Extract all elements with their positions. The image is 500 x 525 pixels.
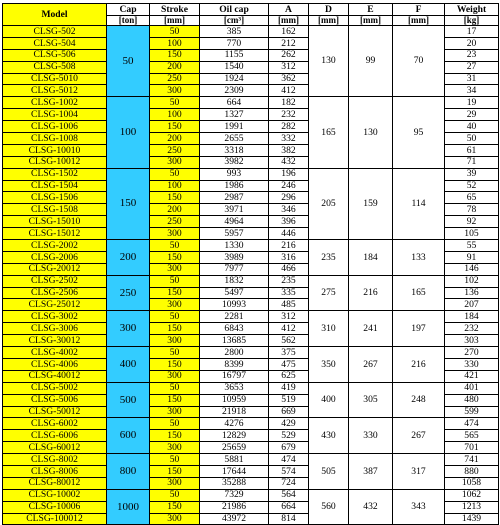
header-d-unit: [mm] [309,16,349,26]
dimension-a-cell: 196 [269,168,309,180]
stroke-cell: 300 [150,335,200,347]
stroke-cell: 250 [150,73,200,85]
dimension-e-cell: 159 [349,168,393,239]
header-a: A [269,4,309,16]
stroke-cell: 150 [150,394,200,406]
oil-cap-cell: 1832 [200,275,269,287]
oil-cap-cell: 7977 [200,263,269,275]
oil-cap-cell: 1991 [200,121,269,133]
stroke-cell: 300 [150,85,200,97]
model-cell: CLSG-20012 [3,263,107,275]
stroke-cell: 50 [150,418,200,430]
model-cell: CLSG-5002 [3,382,107,394]
oil-cap-cell: 2309 [200,85,269,97]
dimension-a-cell: 235 [269,275,309,287]
oil-cap-cell: 1924 [200,73,269,85]
model-cell: CLSG-5006 [3,394,107,406]
table-row [3,97,499,109]
weight-cell: 701 [445,442,499,454]
model-cell: CLSG-10002 [3,489,107,501]
stroke-cell: 300 [150,299,200,311]
weight-cell: 78 [445,204,499,216]
model-cell: CLSG-6006 [3,430,107,442]
model-cell: CLSG-502 [3,26,107,38]
dimension-a-cell: 724 [269,477,309,489]
weight-cell: 17 [445,26,499,38]
oil-cap-cell: 13685 [200,335,269,347]
dimension-e-cell: 184 [349,240,393,276]
stroke-cell: 50 [150,489,200,501]
model-cell: CLSG-60012 [3,442,107,454]
weight-cell: 31 [445,73,499,85]
model-cell: CLSG-15012 [3,228,107,240]
weight-cell: 65 [445,192,499,204]
weight-cell: 480 [445,394,499,406]
model-cell: CLSG-6002 [3,418,107,430]
weight-cell: 40 [445,121,499,133]
model-cell: CLSG-3002 [3,311,107,323]
model-cell: CLSG-2002 [3,240,107,252]
capacity-cell: 800 [107,454,150,490]
stroke-cell: 300 [150,156,200,168]
dimension-a-cell: 474 [269,454,309,466]
dimension-e-cell: 432 [349,489,393,525]
header-d: D [309,4,349,16]
weight-cell: 91 [445,251,499,263]
stroke-cell: 300 [150,513,200,525]
model-cell: CLSG-40012 [3,370,107,382]
stroke-cell: 150 [150,323,200,335]
oil-cap-cell: 35288 [200,477,269,489]
table-row [3,418,499,430]
dimension-a-cell: 216 [269,240,309,252]
stroke-cell: 50 [150,97,200,109]
oil-cap-cell: 2655 [200,133,269,145]
header-e: E [349,4,393,16]
dimension-f-cell: 70 [393,26,445,97]
header-cap-unit: [ton] [107,16,150,26]
model-cell: CLSG-1004 [3,109,107,121]
weight-cell: 401 [445,382,499,394]
stroke-cell: 50 [150,454,200,466]
oil-cap-cell: 21986 [200,501,269,513]
stroke-cell: 50 [150,168,200,180]
header-stroke: Stroke [150,4,200,16]
table-row [3,311,499,323]
dimension-a-cell: 296 [269,192,309,204]
dimension-a-cell: 485 [269,299,309,311]
header-weight-unit: [kg] [445,16,499,26]
weight-cell: 20 [445,37,499,49]
header-cap: Cap [107,4,150,16]
dimension-e-cell: 330 [349,418,393,454]
header-model: Model [3,4,107,26]
header-f-unit: [mm] [393,16,445,26]
dimension-d-cell: 350 [309,347,349,383]
oil-cap-cell: 1986 [200,180,269,192]
model-cell: CLSG-506 [3,49,107,61]
dimension-f-cell: 248 [393,382,445,418]
oil-cap-cell: 21918 [200,406,269,418]
model-cell: CLSG-2006 [3,251,107,263]
stroke-cell: 200 [150,133,200,145]
capacity-cell: 300 [107,311,150,347]
dimension-f-cell: 114 [393,168,445,239]
oil-cap-cell: 3971 [200,204,269,216]
model-cell: CLSG-508 [3,61,107,73]
oil-cap-cell: 25659 [200,442,269,454]
model-cell: CLSG-50012 [3,406,107,418]
dimension-a-cell: 375 [269,347,309,359]
table-row [3,382,499,394]
weight-cell: 565 [445,430,499,442]
weight-cell: 146 [445,263,499,275]
model-cell: CLSG-1508 [3,204,107,216]
dimension-a-cell: 519 [269,394,309,406]
weight-cell: 50 [445,133,499,145]
dimension-a-cell: 212 [269,37,309,49]
model-cell: CLSG-8006 [3,465,107,477]
dimension-a-cell: 335 [269,287,309,299]
weight-cell: 421 [445,370,499,382]
capacity-cell: 400 [107,347,150,383]
table-row [3,26,499,38]
model-cell: CLSG-10012 [3,156,107,168]
dimension-a-cell: 412 [269,85,309,97]
dimension-e-cell: 267 [349,347,393,383]
stroke-cell: 150 [150,501,200,513]
dimension-a-cell: 669 [269,406,309,418]
oil-cap-cell: 5881 [200,454,269,466]
model-cell: CLSG-2506 [3,287,107,299]
dimension-d-cell: 400 [309,382,349,418]
stroke-cell: 250 [150,144,200,156]
dimension-d-cell: 275 [309,275,349,311]
dimension-d-cell: 560 [309,489,349,525]
header-a-unit: [mm] [269,16,309,26]
model-cell: CLSG-504 [3,37,107,49]
weight-cell: 105 [445,228,499,240]
dimension-a-cell: 429 [269,418,309,430]
dimension-a-cell: 382 [269,144,309,156]
weight-cell: 23 [445,49,499,61]
dimension-a-cell: 562 [269,335,309,347]
dimension-d-cell: 235 [309,240,349,276]
weight-cell: 270 [445,347,499,359]
dimension-f-cell: 267 [393,418,445,454]
oil-cap-cell: 4276 [200,418,269,430]
stroke-cell: 150 [150,49,200,61]
dimension-a-cell: 232 [269,109,309,121]
weight-cell: 303 [445,335,499,347]
oil-cap-cell: 3318 [200,144,269,156]
weight-cell: 1439 [445,513,499,525]
stroke-cell: 150 [150,358,200,370]
dimension-a-cell: 529 [269,430,309,442]
weight-cell: 232 [445,323,499,335]
weight-cell: 55 [445,240,499,252]
table-header [3,4,499,26]
stroke-cell: 100 [150,109,200,121]
stroke-cell: 50 [150,26,200,38]
weight-cell: 1213 [445,501,499,513]
oil-cap-cell: 10993 [200,299,269,311]
oil-cap-cell: 1540 [200,61,269,73]
model-cell: CLSG-1008 [3,133,107,145]
stroke-cell: 300 [150,263,200,275]
stroke-cell: 150 [150,287,200,299]
dimension-a-cell: 182 [269,97,309,109]
model-cell: CLSG-25012 [3,299,107,311]
dimension-e-cell: 99 [349,26,393,97]
stroke-cell: 100 [150,37,200,49]
weight-cell: 92 [445,216,499,228]
dimension-d-cell: 310 [309,311,349,347]
dimension-e-cell: 130 [349,97,393,168]
weight-cell: 29 [445,109,499,121]
model-cell: CLSG-100012 [3,513,107,525]
dimension-e-cell: 387 [349,454,393,490]
model-cell: CLSG-5012 [3,85,107,97]
dimension-a-cell: 346 [269,204,309,216]
table-body [3,26,499,525]
table-row [3,454,499,466]
table-row [3,275,499,287]
capacity-cell: 500 [107,382,150,418]
dimension-f-cell: 95 [393,97,445,168]
capacity-cell: 50 [107,26,150,97]
oil-cap-cell: 770 [200,37,269,49]
dimension-d-cell: 165 [309,97,349,168]
model-cell: CLSG-1504 [3,180,107,192]
header-f: F [393,4,445,16]
weight-cell: 136 [445,287,499,299]
header-oil-cap: Oil cap [200,4,269,16]
dimension-a-cell: 362 [269,73,309,85]
dimension-a-cell: 396 [269,216,309,228]
dimension-a-cell: 246 [269,180,309,192]
dimension-a-cell: 412 [269,323,309,335]
model-cell: CLSG-80012 [3,477,107,489]
weight-cell: 1058 [445,477,499,489]
dimension-e-cell: 305 [349,382,393,418]
stroke-cell: 150 [150,251,200,263]
stroke-cell: 250 [150,216,200,228]
oil-cap-cell: 4964 [200,216,269,228]
capacity-cell: 100 [107,97,150,168]
oil-cap-cell: 2281 [200,311,269,323]
oil-cap-cell: 8399 [200,358,269,370]
oil-cap-cell: 17644 [200,465,269,477]
oil-cap-cell: 664 [200,97,269,109]
model-cell: CLSG-2502 [3,275,107,287]
oil-cap-cell: 3989 [200,251,269,263]
stroke-cell: 200 [150,61,200,73]
weight-cell: 52 [445,180,499,192]
table-row [3,240,499,252]
model-cell: CLSG-4002 [3,347,107,359]
weight-cell: 741 [445,454,499,466]
stroke-cell: 150 [150,465,200,477]
stroke-cell: 100 [150,180,200,192]
weight-cell: 599 [445,406,499,418]
weight-cell: 39 [445,168,499,180]
weight-cell: 207 [445,299,499,311]
weight-cell: 61 [445,144,499,156]
weight-cell: 19 [445,97,499,109]
dimension-a-cell: 312 [269,311,309,323]
oil-cap-cell: 993 [200,168,269,180]
model-cell: CLSG-3006 [3,323,107,335]
weight-cell: 184 [445,311,499,323]
stroke-cell: 300 [150,228,200,240]
model-cell: CLSG-8002 [3,454,107,466]
dimension-d-cell: 130 [309,26,349,97]
oil-cap-cell: 1327 [200,109,269,121]
dimension-a-cell: 262 [269,49,309,61]
model-cell: CLSG-15010 [3,216,107,228]
oil-cap-cell: 2987 [200,192,269,204]
dimension-a-cell: 419 [269,382,309,394]
dimension-f-cell: 197 [393,311,445,347]
dimension-a-cell: 446 [269,228,309,240]
oil-cap-cell: 3653 [200,382,269,394]
oil-cap-cell: 5497 [200,287,269,299]
weight-cell: 1062 [445,489,499,501]
dimension-f-cell: 216 [393,347,445,383]
stroke-cell: 300 [150,477,200,489]
model-cell: CLSG-5010 [3,73,107,85]
dimension-a-cell: 312 [269,61,309,73]
table-row [3,489,499,501]
capacity-cell: 600 [107,418,150,454]
header-weight: Weight [445,4,499,16]
table-row [3,347,499,359]
header-e-unit: [mm] [349,16,393,26]
oil-cap-cell: 12829 [200,430,269,442]
stroke-cell: 300 [150,370,200,382]
dimension-e-cell: 216 [349,275,393,311]
stroke-cell: 300 [150,406,200,418]
dimension-a-cell: 564 [269,489,309,501]
header-oil-cap-unit: [cm³] [200,16,269,26]
dimension-f-cell: 165 [393,275,445,311]
dimension-a-cell: 466 [269,263,309,275]
stroke-cell: 50 [150,311,200,323]
oil-cap-cell: 7329 [200,489,269,501]
capacity-cell: 250 [107,275,150,311]
dimension-f-cell: 343 [393,489,445,525]
weight-cell: 102 [445,275,499,287]
capacity-cell: 1000 [107,489,150,525]
stroke-cell: 50 [150,240,200,252]
dimension-a-cell: 162 [269,26,309,38]
dimension-f-cell: 317 [393,454,445,490]
dimension-a-cell: 332 [269,133,309,145]
model-cell: CLSG-1002 [3,97,107,109]
dimension-d-cell: 205 [309,168,349,239]
weight-cell: 474 [445,418,499,430]
dimension-a-cell: 814 [269,513,309,525]
stroke-cell: 150 [150,121,200,133]
dimension-a-cell: 574 [269,465,309,477]
dimension-a-cell: 282 [269,121,309,133]
oil-cap-cell: 5957 [200,228,269,240]
stroke-cell: 300 [150,442,200,454]
model-cell: CLSG-1502 [3,168,107,180]
oil-cap-cell: 1330 [200,240,269,252]
model-cell: CLSG-10010 [3,144,107,156]
model-cell: CLSG-1006 [3,121,107,133]
dimension-a-cell: 664 [269,501,309,513]
stroke-cell: 50 [150,347,200,359]
stroke-cell: 150 [150,430,200,442]
oil-cap-cell: 2800 [200,347,269,359]
dimension-a-cell: 432 [269,156,309,168]
model-cell: CLSG-4006 [3,358,107,370]
dimension-d-cell: 505 [309,454,349,490]
oil-cap-cell: 385 [200,26,269,38]
spec-table-sheet [2,3,499,525]
weight-cell: 34 [445,85,499,97]
dimension-a-cell: 475 [269,358,309,370]
oil-cap-cell: 6843 [200,323,269,335]
oil-cap-cell: 43972 [200,513,269,525]
weight-cell: 71 [445,156,499,168]
weight-cell: 330 [445,358,499,370]
oil-cap-cell: 1155 [200,49,269,61]
stroke-cell: 150 [150,192,200,204]
dimension-f-cell: 133 [393,240,445,276]
weight-cell: 27 [445,61,499,73]
dimension-a-cell: 316 [269,251,309,263]
header-stroke-unit: [mm] [150,16,200,26]
oil-cap-cell: 10959 [200,394,269,406]
table-row [3,168,499,180]
dimension-e-cell: 241 [349,311,393,347]
stroke-cell: 50 [150,275,200,287]
model-cell: CLSG-30012 [3,335,107,347]
stroke-cell: 200 [150,204,200,216]
oil-cap-cell: 16797 [200,370,269,382]
dimension-a-cell: 625 [269,370,309,382]
dimension-a-cell: 679 [269,442,309,454]
weight-cell: 880 [445,465,499,477]
dimension-d-cell: 430 [309,418,349,454]
model-cell: CLSG-1506 [3,192,107,204]
spec-table [2,3,499,525]
capacity-cell: 150 [107,168,150,239]
stroke-cell: 50 [150,382,200,394]
oil-cap-cell: 3982 [200,156,269,168]
model-cell: CLSG-10006 [3,501,107,513]
capacity-cell: 200 [107,240,150,276]
